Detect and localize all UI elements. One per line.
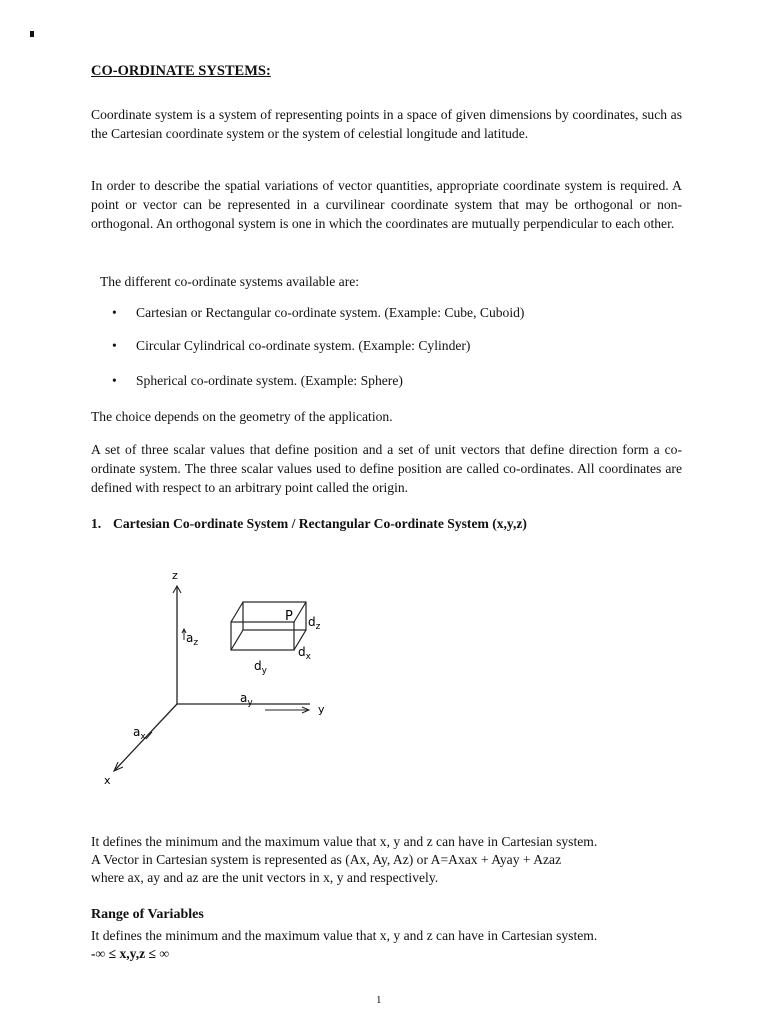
paragraph-vector-representation: A Vector in Cartesian system is represented as (Ax, Ay, Az) or A=Axax + Ayay + Azaz — [91, 852, 562, 867]
list-item: • Cartesian or Rectangular co-ordinate system. (Example: Cube, Cuboid) — [112, 305, 525, 320]
box-back-face — [243, 602, 306, 630]
bullet-mark — [30, 31, 34, 37]
unit-vector-az-label: $a_z$ — [186, 631, 199, 648]
x-axis-line — [115, 704, 177, 770]
dy-label: $d_y$ — [254, 659, 267, 676]
paragraph-scalar-values: A set of three scalar values that define position and a set of unit vectors that define direction form a co-ordinate system. The three scalar values used to define position are called co-ordinates. All coordinates are defined with respect to an arbitrary point called the origin. — [91, 442, 682, 495]
section-number: 1. — [91, 516, 102, 531]
unit-vector-ay-label: $a_y$ — [240, 691, 253, 708]
bullet-icon: • — [112, 338, 117, 353]
paragraph-orthogonal: In order to describe the spatial variations of vector quantities, appropriate coordinate system is required. A point or vector can be represented in a curvilinear coordinate system that may be orthogonal or non-orthogonal. An orthogonal system is one in which the coordinates are mutually perpendicular to each other. — [91, 178, 682, 231]
point-p-label: P — [285, 609, 293, 624]
page-number: 1 — [376, 994, 382, 1006]
list-intro: The different co-ordinate systems available are: — [100, 274, 360, 289]
x-axis-label: x — [104, 774, 111, 787]
box-edge — [294, 602, 306, 622]
z-axis-label: z — [172, 569, 178, 582]
bullet-icon: • — [112, 373, 117, 388]
list-item: • Circular Cylindrical co-ordinate system. (Example: Cylinder) — [112, 338, 471, 353]
paragraph-choice: The choice depends on the geometry of the application. — [91, 409, 393, 424]
dx-label: $d_x$ — [298, 645, 311, 662]
y-axis-label: y — [318, 703, 325, 716]
cartesian-diagram — [90, 560, 350, 790]
box-edge — [231, 630, 243, 650]
list-item: • Spherical co-ordinate system. (Example: Sphere) — [112, 373, 403, 388]
section-title: Cartesian Co-ordinate System / Rectangular Co-ordinate System (x,y,z) — [113, 516, 527, 531]
bullet-icon: • — [112, 305, 117, 320]
dz-label: $d_z$ — [308, 615, 321, 632]
range-heading: Range of Variables — [91, 907, 204, 922]
section-heading-cartesian — [91, 516, 527, 532]
range-formula: -∞ ≤ x,y,z ≤ ∞ — [91, 946, 170, 961]
range-description: It defines the minimum and the maximum value that x, y and z can have in Cartesian system. — [91, 928, 598, 943]
unit-vector-ax-label: $a_x$ — [133, 725, 146, 742]
paragraph-unit-vectors: where ax, ay and az are the unit vectors in x, y and respectively. — [91, 870, 439, 885]
paragraph-min-max: It defines the minimum and the maximum value that x, y and z can have in Cartesian system. — [91, 834, 598, 849]
box-edge — [231, 602, 243, 622]
box-front-face — [231, 622, 294, 650]
paragraph-definition: Coordinate system is a system of representing points in a space of given dimensions by coordinates, such as the Cartesian coordinate system or the system of celestial longitude and latitude. — [91, 107, 682, 141]
page-title: CO-ORDINATE SYSTEMS: — [91, 63, 271, 79]
